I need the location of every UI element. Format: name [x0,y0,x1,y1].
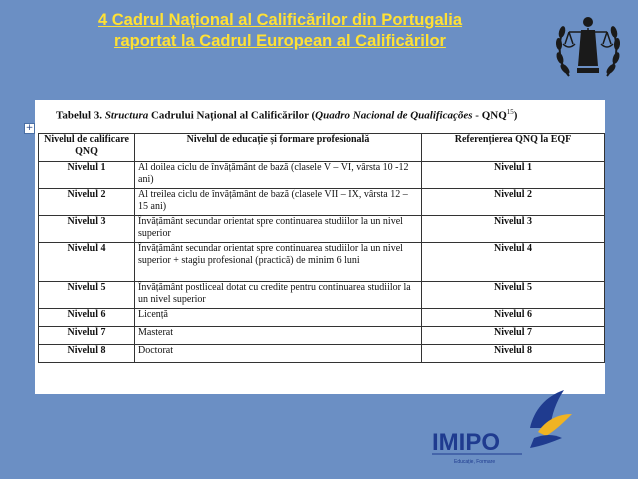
header-eqf-reference: Referențierea QNQ la EQF [422,134,605,162]
caption-footnote: 15 [506,108,514,116]
row-qnq-level: Nivelul 8 [39,345,135,363]
table-row [39,189,605,216]
row-qnq-level: Nivelul 7 [39,327,135,345]
caption-acronym: - QNQ [472,109,507,122]
qnq-table [38,133,605,363]
row-qnq-level: Nivelul 2 [39,189,135,216]
justice-scales-logo [555,6,621,88]
row-qnq-level: Nivelul 5 [39,282,135,309]
row-education: Masterat [135,327,422,345]
row-qnq-level: Nivelul 4 [39,243,135,282]
slide-title-line-1: 4 Cadrul Național al Calificărilor din Portugalia [98,11,462,29]
row-eqf-level: Nivelul 1 [422,162,605,189]
caption-rest: Cadrului Național al Calificărilor ( [148,109,316,122]
header-education-level: Nivelul de educație și formare profesională [135,134,422,162]
caption-close: ) [513,109,518,122]
table-row [39,216,605,243]
slide-title [30,10,530,52]
row-education: Al treilea ciclu de învățământ de bază (clasele VII – IX, vârsta 12 – 15 ani) [135,189,422,216]
row-eqf-level: Nivelul 6 [422,309,605,327]
table-row [39,327,605,345]
row-education: Învățământ secundar orientat spre continuarea studiilor la un nivel superior + stagiu profesional (practică) de minim 6 luni [135,243,422,282]
logo-wordmark: IMIPO [432,429,501,456]
slide-title-line-2: raportat la Cadrul European al Calificărilor [114,32,446,50]
row-education: Al doilea ciclu de învățământ de bază (clasele V – VI, vârsta 10 -12 ani) [135,162,422,189]
row-qnq-level: Nivelul 1 [39,162,135,189]
header-qnq-level: Nivelul de calificare QNQ [39,134,135,162]
caption-portuguese: Quadro Nacional de Qualificações [315,109,473,122]
row-qnq-level: Nivelul 6 [39,309,135,327]
row-education: Învățământ secundar orientat spre continuarea studiilor la un nivel superior [135,216,422,243]
row-education: Doctorat [135,345,422,363]
imipo-logo [430,388,575,470]
table-row [39,345,605,363]
row-eqf-level: Nivelul 3 [422,216,605,243]
logo-tagline: Educație, Formare [454,459,496,465]
row-eqf-level: Nivelul 5 [422,282,605,309]
table-row [39,282,605,309]
table-row [39,243,605,282]
expand-table-icon[interactable]: + [25,123,34,133]
caption-label: Tabelul 3. [56,109,103,122]
row-qnq-level: Nivelul 3 [39,216,135,243]
logo-wing-icon [530,390,572,448]
table-document [35,100,605,394]
row-education: Învățământ postliceal dotat cu credite pentru continuarea studiilor la un nivel superior [135,282,422,309]
caption-italic-word: Structura [104,109,149,122]
table-header-row [39,134,605,162]
row-eqf-level: Nivelul 2 [422,189,605,216]
table-row [39,162,605,189]
row-eqf-level: Nivelul 7 [422,327,605,345]
table-row [39,309,605,327]
row-eqf-level: Nivelul 4 [422,243,605,282]
row-education: Licență [135,309,422,327]
table-caption [56,108,517,122]
row-eqf-level: Nivelul 8 [422,345,605,363]
